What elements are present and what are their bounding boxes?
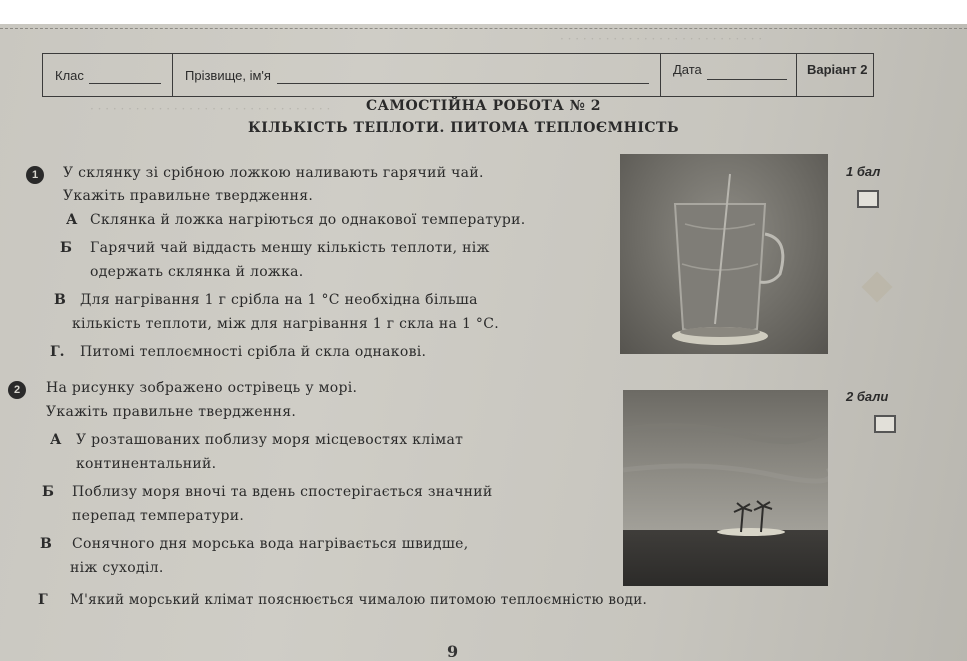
q2-option-a-text-1[interactable]: У розташованих поблизу моря місцевостях клімат bbox=[76, 432, 464, 448]
date-cell[interactable] bbox=[661, 54, 797, 96]
q2-option-g-letter[interactable]: Г bbox=[38, 592, 48, 608]
question-1-number: 1 bbox=[26, 166, 44, 184]
glass-illustration bbox=[620, 154, 828, 354]
question-1-text: У склянку зі срібною ложкою наливають гарячий чай. bbox=[63, 165, 484, 181]
name-label: Прізвище, ім'я bbox=[185, 68, 271, 83]
class-cell[interactable] bbox=[43, 54, 173, 96]
bleed-through-text: · · · · · · · · · · · · · · · · · · · · · · · · · · · bbox=[560, 32, 763, 46]
variant-label: Варіант 2 bbox=[807, 62, 868, 77]
q2-option-a-text-2[interactable]: континентальний. bbox=[76, 456, 217, 472]
question-1-prompt: Укажіть правильне твердження. bbox=[63, 188, 314, 204]
student-info-table bbox=[42, 53, 874, 97]
q1-option-b-text-1[interactable]: Гарячий чай віддасть меншу кількість теплоти, ніж bbox=[90, 240, 490, 256]
date-label: Дата bbox=[673, 62, 702, 77]
q1-option-v-letter[interactable]: В bbox=[54, 292, 66, 308]
class-blank-line bbox=[89, 83, 161, 84]
q1-option-g-text[interactable]: Питомі теплоємності срібла й скла однакові. bbox=[80, 344, 427, 360]
q2-option-b-letter[interactable]: Б bbox=[42, 484, 54, 500]
glass-with-spoon-photo bbox=[620, 154, 828, 354]
page-number: 9 bbox=[447, 642, 459, 661]
bleed-through-text: · · · · · · · · · · · · · · · · · · · · · · · · · · · · · · · · bbox=[90, 102, 331, 116]
work-title: САМОСТІЙНА РОБОТА № 2 bbox=[366, 98, 601, 114]
perforation-line bbox=[0, 28, 967, 30]
work-subtitle: КІЛЬКІСТЬ ТЕПЛОТИ. ПИТОМА ТЕПЛОЄМНІСТЬ bbox=[247, 120, 679, 136]
name-blank-line bbox=[277, 83, 649, 84]
q1-option-a-letter[interactable]: А bbox=[66, 212, 78, 228]
date-blank-line bbox=[707, 79, 787, 80]
q1-option-b-letter[interactable]: Б bbox=[60, 240, 72, 256]
variant-cell bbox=[797, 54, 873, 96]
q1-option-v-text-2[interactable]: кількість теплоти, між для нагрівання 1 г скла на 1 °С. bbox=[72, 316, 499, 332]
q2-option-b-text-2[interactable]: перепад температури. bbox=[72, 508, 245, 524]
question-1-score-box[interactable] bbox=[857, 190, 879, 208]
question-2-text: На рисунку зображено острівець у морі. bbox=[46, 380, 358, 396]
q2-option-g-text[interactable]: М'який морський клімат пояснюється чималою питомою теплоємністю води. bbox=[70, 592, 648, 608]
class-label: Клас bbox=[55, 68, 84, 83]
screen-top-margin bbox=[0, 0, 967, 24]
bleed-through-diamond bbox=[861, 271, 892, 302]
island-photo bbox=[623, 390, 828, 586]
q2-option-a-letter[interactable]: А bbox=[50, 432, 62, 448]
q2-option-v-letter[interactable]: В bbox=[40, 536, 52, 552]
question-2-prompt: Укажіть правильне твердження. bbox=[46, 404, 297, 420]
q1-option-g-letter[interactable]: Г. bbox=[50, 344, 65, 360]
q1-option-a-text[interactable]: Склянка й ложка нагріються до однакової температури. bbox=[90, 212, 526, 228]
question-1-score: 1 бал bbox=[846, 164, 881, 179]
question-2-score-box[interactable] bbox=[874, 415, 896, 433]
question-2-number: 2 bbox=[8, 381, 26, 399]
q1-option-b-text-2[interactable]: одержать склянка й ложка. bbox=[90, 264, 304, 280]
worksheet-page bbox=[0, 24, 967, 661]
q1-option-v-text-1[interactable]: Для нагрівання 1 г срібла на 1 °С необхідна більша bbox=[80, 292, 478, 308]
q2-option-v-text-1[interactable]: Сонячного дня морська вода нагрівається швидше, bbox=[72, 536, 469, 552]
name-cell[interactable] bbox=[173, 54, 661, 96]
q2-option-v-text-2[interactable]: ніж суходіл. bbox=[70, 560, 164, 576]
q2-option-b-text-1[interactable]: Поблизу моря вночі та вдень спостерігається значний bbox=[72, 484, 493, 500]
island-illustration bbox=[623, 390, 828, 586]
question-2-score: 2 бали bbox=[846, 389, 889, 404]
